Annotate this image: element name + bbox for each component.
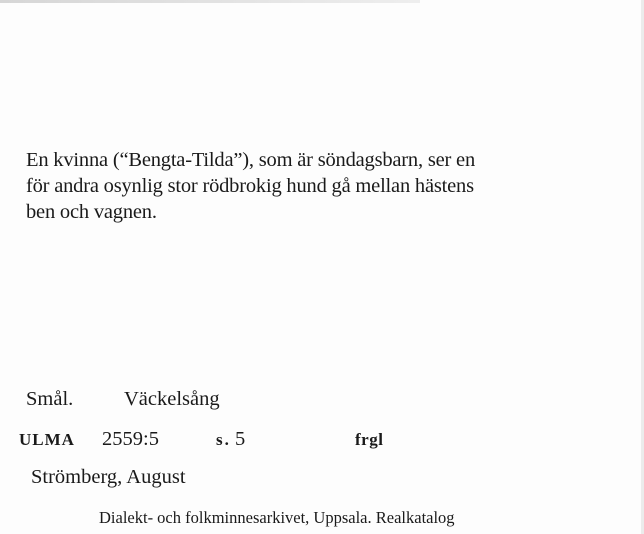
description-line-1: En kvinna (“Bengta-Tilda”), som är söndagsbarn, ser en — [26, 149, 476, 171]
description-line-2: för andra osynlig stor rödbrokig hund gå mellan hästens — [26, 175, 474, 197]
page-label: s. — [216, 430, 231, 449]
reference-row — [19, 427, 383, 452]
archive-footer: Dialekt- och folkminnesarkivet, Uppsala. Realkatalog — [99, 508, 455, 527]
classification-row — [26, 387, 220, 411]
category-label: Väckelsång — [124, 388, 220, 410]
region-label: Smål. — [26, 388, 74, 410]
archive-code: ULMA — [19, 430, 75, 449]
card-top-edge — [0, 0, 420, 3]
type-code: frgl — [355, 430, 384, 449]
record-description — [26, 147, 616, 225]
recorder-name: Strömberg, August — [31, 466, 186, 488]
accession-number: 2559:5 — [102, 428, 159, 450]
description-line-3: ben och vagnen. — [26, 201, 157, 223]
page-number: 5 — [235, 428, 246, 450]
